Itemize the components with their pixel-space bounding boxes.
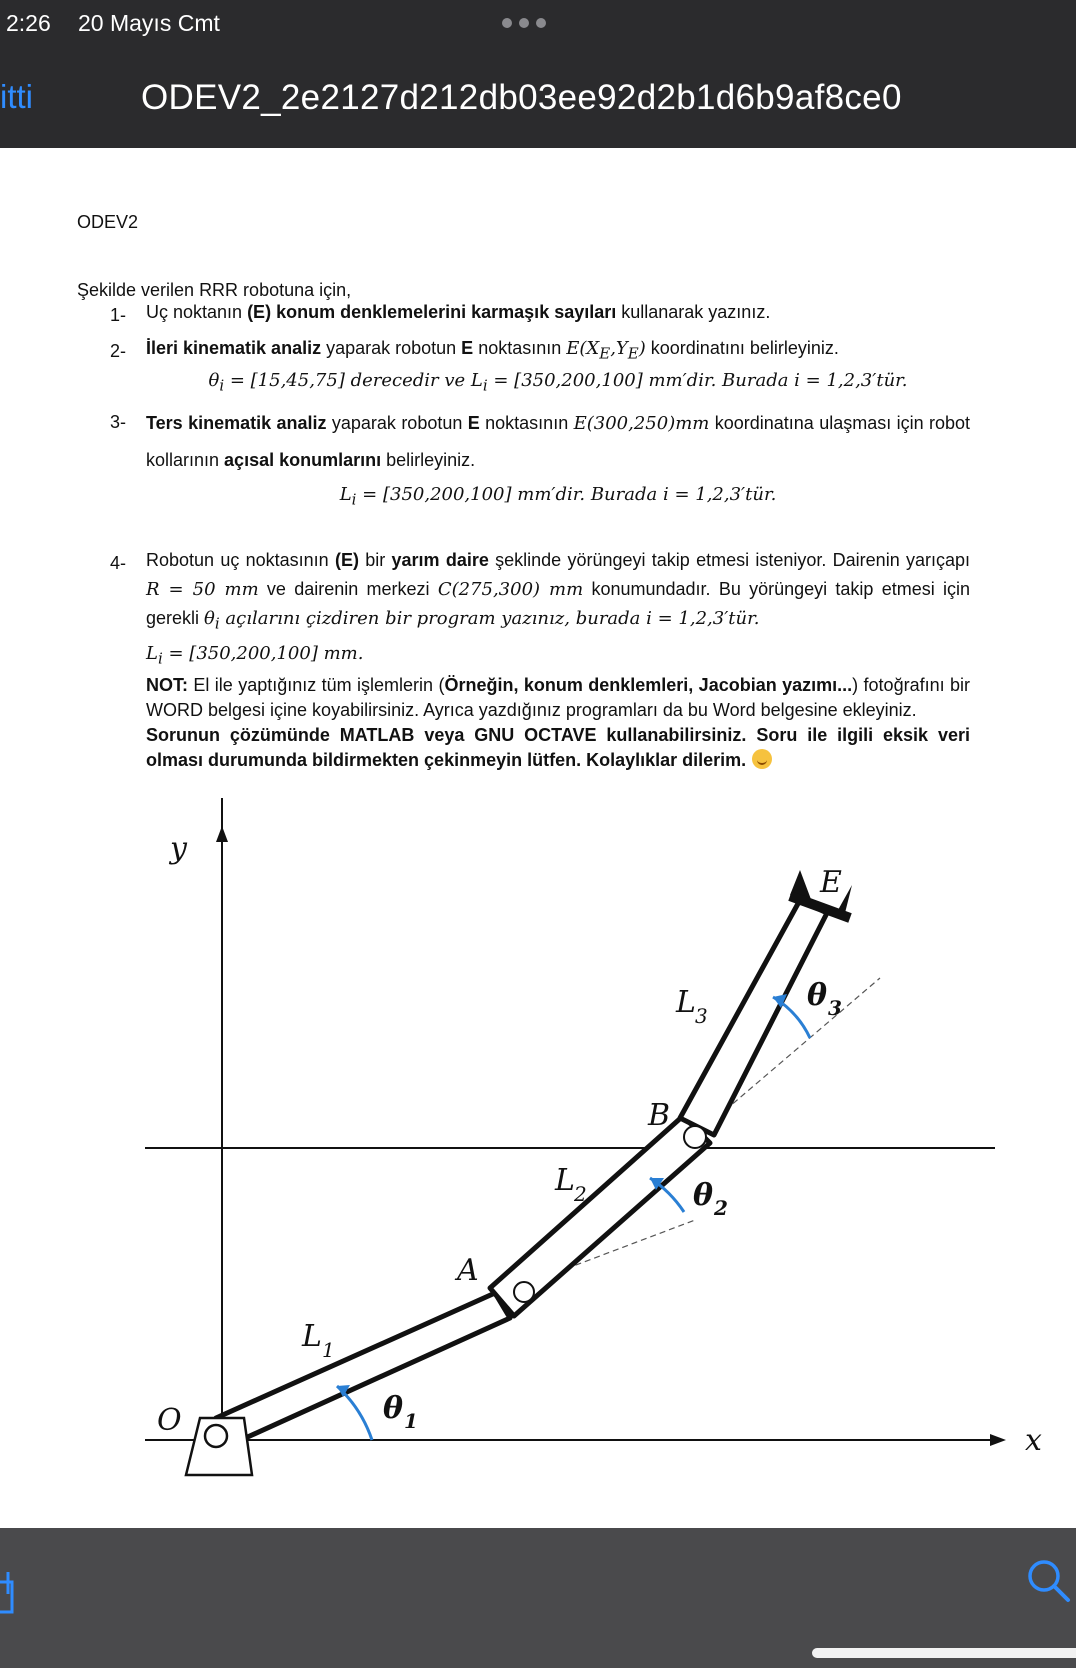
link-3-subscript: 3 bbox=[695, 1004, 708, 1028]
item-3: Ters kinematik analiz yaparak robotun E noktasının E(300,250)mm koordinatına ulaşması için robot kollarının açısal konumlarını belirleyiniz. bbox=[146, 413, 971, 470]
x-axis-arrow-icon bbox=[990, 1434, 1006, 1446]
share-icon[interactable] bbox=[0, 1568, 26, 1618]
item-number: 2- bbox=[110, 341, 127, 361]
smiley-icon bbox=[752, 749, 772, 769]
status-date: 20 Mayıs Cmt bbox=[78, 10, 220, 36]
origin-label: O bbox=[157, 1403, 182, 1438]
item-4: Robotun uç noktasının (E) bir yarım daire şeklinde yörüngeyi takip etmesi isteniyor. Dairenin yarıçapı R = 50 mm ve dairenin merkezi C(275,300) mm konumundadır. Bu yörüngeyi takip etmesi için gerekli $\theta_i$ açılarını çizdiren bir program yazınız, burada i = 1,2,3′tür. $L_i = [350,200,100]$ mm. bbox=[146, 550, 971, 668]
rrr-robot-diagram bbox=[0, 798, 1076, 1528]
y-axis-label: y bbox=[170, 831, 187, 866]
x-axis-label: x bbox=[1025, 1423, 1042, 1458]
link-1-subscript: 1 bbox=[322, 1338, 335, 1362]
y-axis-arrow-icon bbox=[216, 826, 228, 842]
theta-1-subscript: 1 bbox=[404, 1409, 418, 1433]
bottom-toolbar bbox=[0, 1528, 1076, 1668]
item-number: 3- bbox=[110, 412, 127, 432]
theta-3-subscript: 3 bbox=[828, 996, 842, 1020]
home-indicator[interactable] bbox=[812, 1648, 1076, 1658]
item-3-formula: $L_i = [350,200,100]$ mm′dir. Burada i = 1,2,3′tür. bbox=[339, 484, 777, 509]
link-3-label: L bbox=[676, 985, 696, 1020]
point-b-label: B bbox=[648, 1098, 671, 1133]
doc-heading: ODEV2 bbox=[77, 212, 139, 232]
point-e-label: E bbox=[820, 865, 842, 900]
theta-2-label: θ bbox=[693, 1178, 714, 1213]
note-paragraph: NOT: El ile yaptığınız tüm işlemlerin (Örneğin, konum denklemleri, Jacobian yazımı...) fotoğrafını bir WORD belgesi içine koyabilirsiniz. Ayrıca yazdığınız programları da bu Word belgesine ekleyiniz. Sorunun çözümünde MATLAB veya GNU OCTAVE kullanabilirsiniz. Soru ile ilgili eksik veri olması durumunda bildirmekten çekinmeyin lütfen. Kolaylıklar dilerim. bbox=[146, 675, 970, 770]
doc-intro: Şekilde verilen RRR robotuna için, bbox=[77, 280, 352, 300]
joint-b bbox=[684, 1126, 706, 1148]
document-page bbox=[0, 148, 1076, 1528]
link-1-label: L bbox=[302, 1319, 322, 1354]
item-1: Uç noktanın (E) konum denklemelerini karmaşık sayıları kullanarak yazınız. bbox=[146, 302, 771, 322]
document-title: ODEV2_2e2127d212db03ee92d2b1d6b9af8ce0 bbox=[141, 78, 902, 117]
back-button[interactable]: itti bbox=[0, 78, 33, 115]
link-2-label: L bbox=[555, 1163, 575, 1198]
joint-o bbox=[205, 1425, 227, 1447]
joint-a bbox=[514, 1282, 534, 1302]
status-bar bbox=[0, 0, 1076, 48]
more-dots-icon[interactable] bbox=[502, 18, 546, 28]
link-2-subscript: 2 bbox=[574, 1182, 587, 1206]
item-2-formula: $\theta_i = [15,45,75]$ derecedir ve $L_i = [350,200,100]$ mm′dir. Burada i = 1,2,3′tür. bbox=[208, 370, 908, 395]
item-number: 4- bbox=[110, 553, 127, 573]
item-number: 1- bbox=[110, 305, 127, 325]
search-icon[interactable] bbox=[1026, 1558, 1072, 1604]
nav-bar bbox=[0, 48, 1076, 148]
theta-2-subscript: 2 bbox=[714, 1196, 728, 1220]
status-time: 2:26 bbox=[6, 10, 51, 36]
theta-3-label: θ bbox=[807, 978, 828, 1013]
item-2: İleri kinematik analiz yaparak robotun E noktasının $E(X_E,Y_E)$ koordinatını belirleyiniz. bbox=[146, 338, 839, 363]
point-a-label: A bbox=[457, 1253, 479, 1288]
theta-1-label: θ bbox=[383, 1391, 404, 1426]
